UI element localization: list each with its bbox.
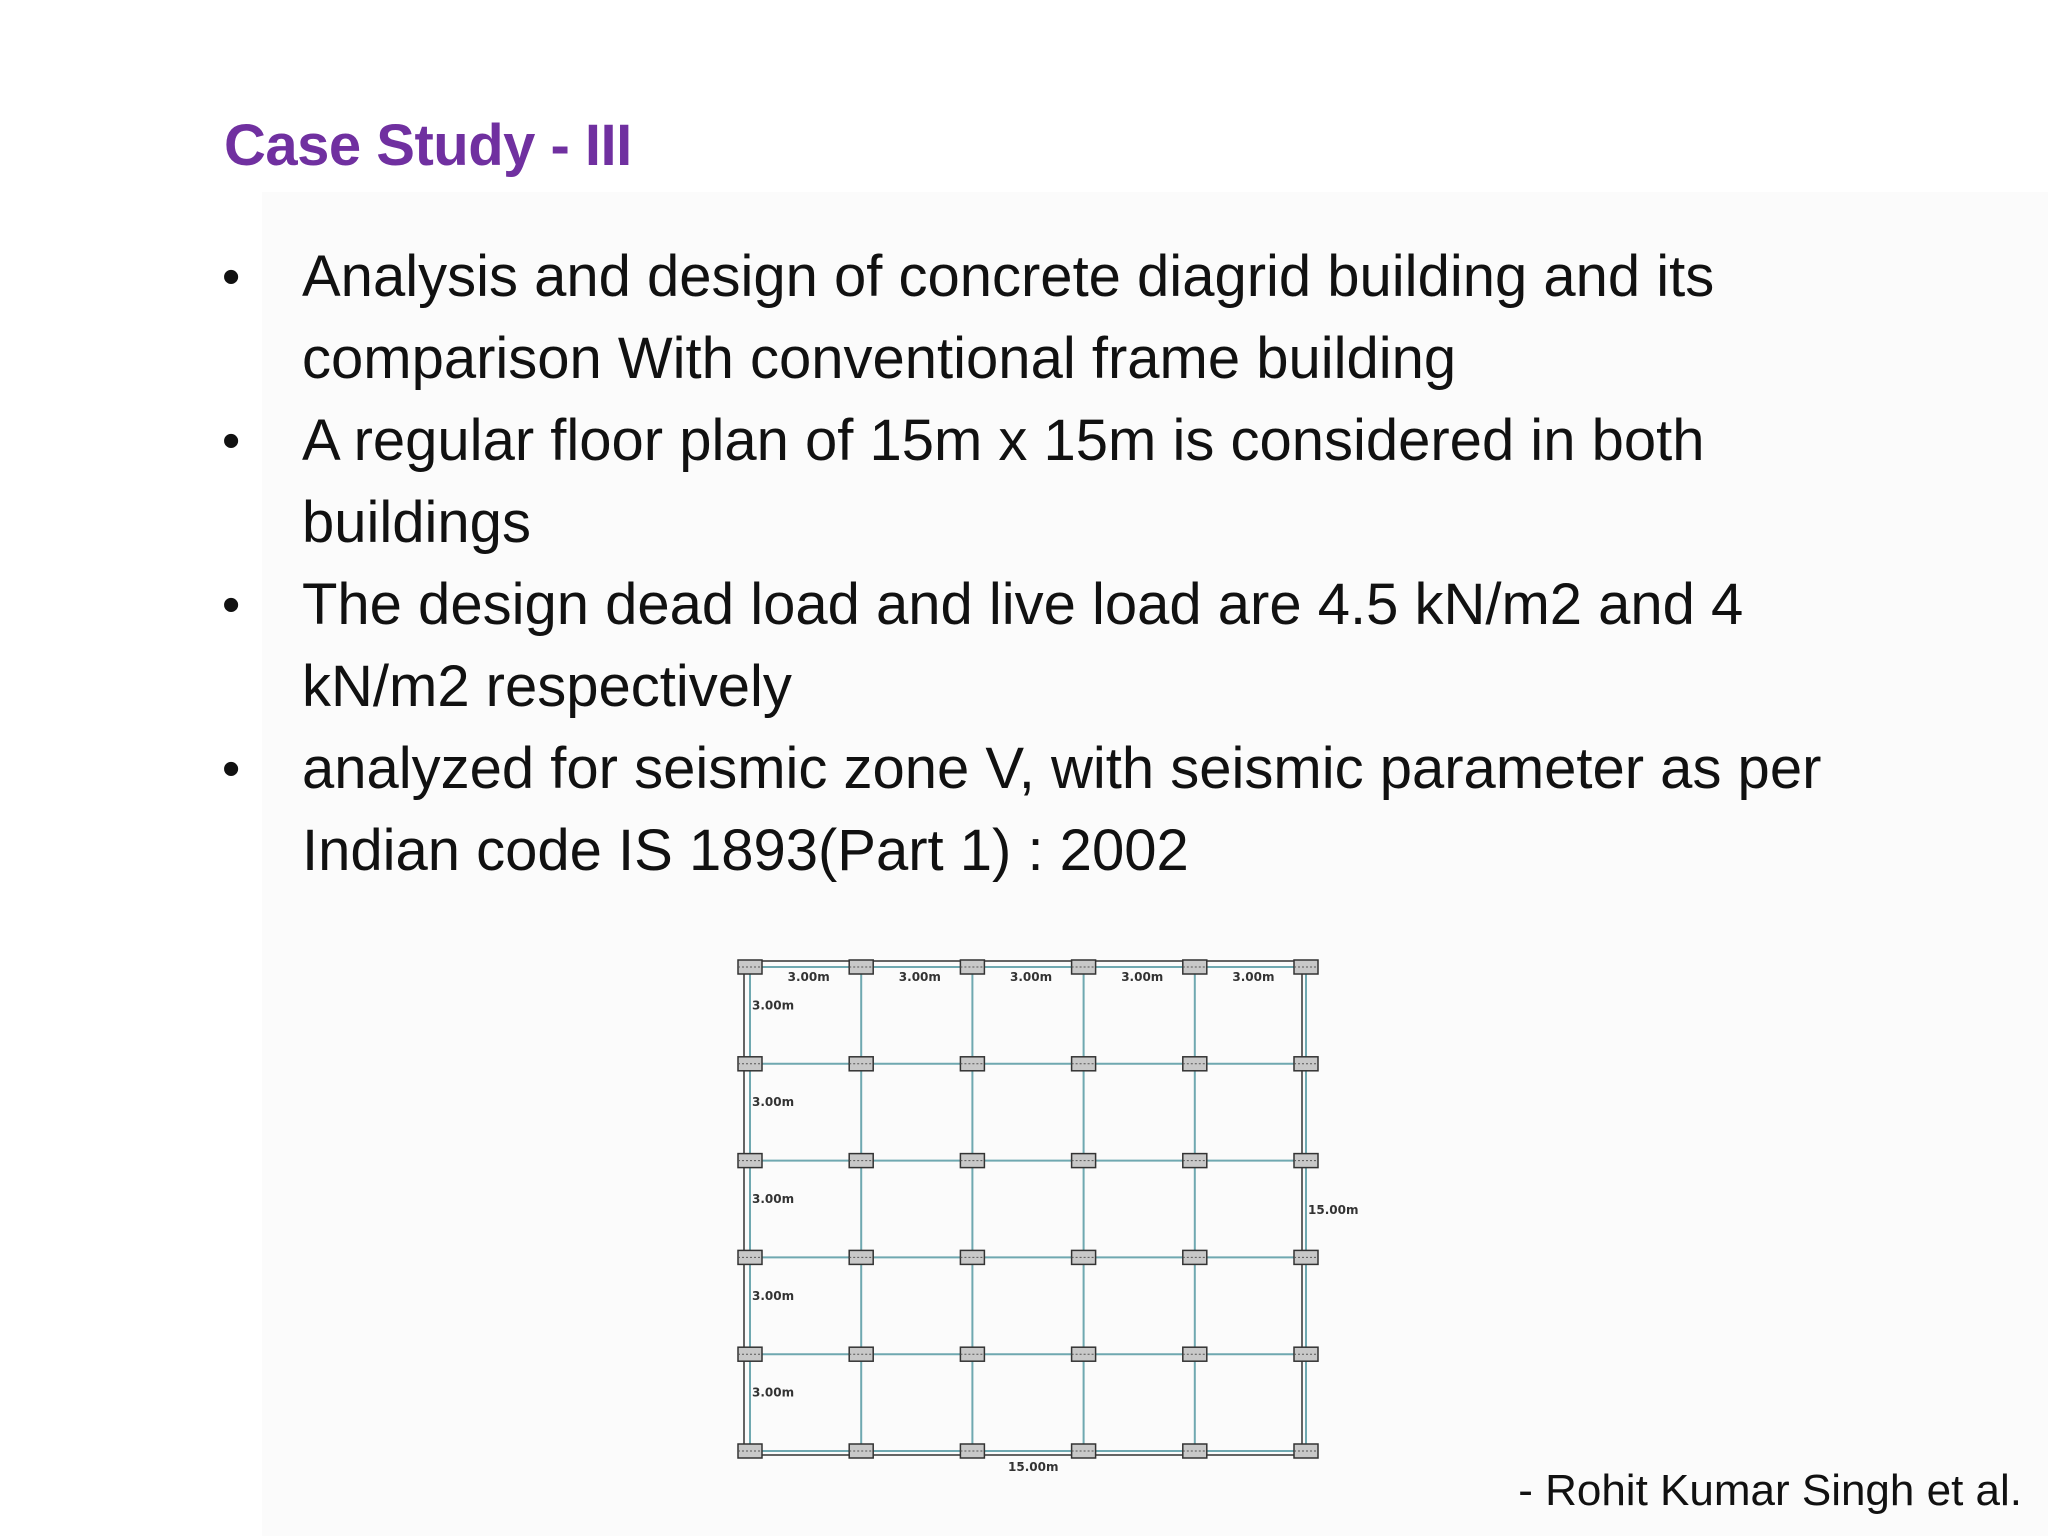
span-label-left: 3.00m: [752, 1288, 795, 1303]
slide-title: Case Study - III: [224, 113, 632, 178]
span-label-left: 3.00m: [752, 1192, 795, 1206]
span-label-left: 3.00m: [752, 1385, 795, 1400]
bullet-text: A regular floor plan of 15m x 15m is considered in both buildings: [302, 408, 1705, 555]
bullet-dot-icon: •: [222, 740, 241, 798]
bullet-dot-icon: •: [222, 576, 241, 634]
span-label-top: 3.00m: [1010, 970, 1053, 984]
floor-plan-diagram: [720, 942, 1370, 1482]
bullet-text: The design dead load and live load are 4.5 kN/m2 and 4 kN/m2 respectively: [302, 572, 1744, 719]
bullet-dot-icon: •: [222, 248, 241, 306]
span-label-top: 3.00m: [1232, 970, 1275, 984]
bullet-text: analyzed for seismic zone V, with seismic parameter as per Indian code IS 1893(Part 1) : 2002: [302, 736, 1822, 883]
span-label-top: 3.00m: [1121, 970, 1164, 984]
span-label-left: 3.00m: [752, 998, 795, 1013]
bullet-list: [220, 236, 1860, 892]
bullet-item: [220, 728, 1860, 892]
span-label-top: 3.00m: [787, 970, 830, 984]
bullet-item: [220, 400, 1860, 564]
bullet-dot-icon: •: [222, 412, 241, 470]
overall-width-label: 15.00m: [1008, 1460, 1059, 1474]
bullet-item: [220, 564, 1860, 728]
span-label-top: 3.00m: [898, 970, 941, 984]
span-label-left: 3.00m: [752, 1095, 795, 1110]
citation: - Rohit Kumar Singh et al.: [1518, 1466, 2022, 1515]
bullet-text: Analysis and design of concrete diagrid building and its comparison With conventional frame building: [302, 244, 1715, 391]
bullet-item: [220, 236, 1860, 400]
overall-height-label: 15.00m: [1308, 1203, 1359, 1217]
